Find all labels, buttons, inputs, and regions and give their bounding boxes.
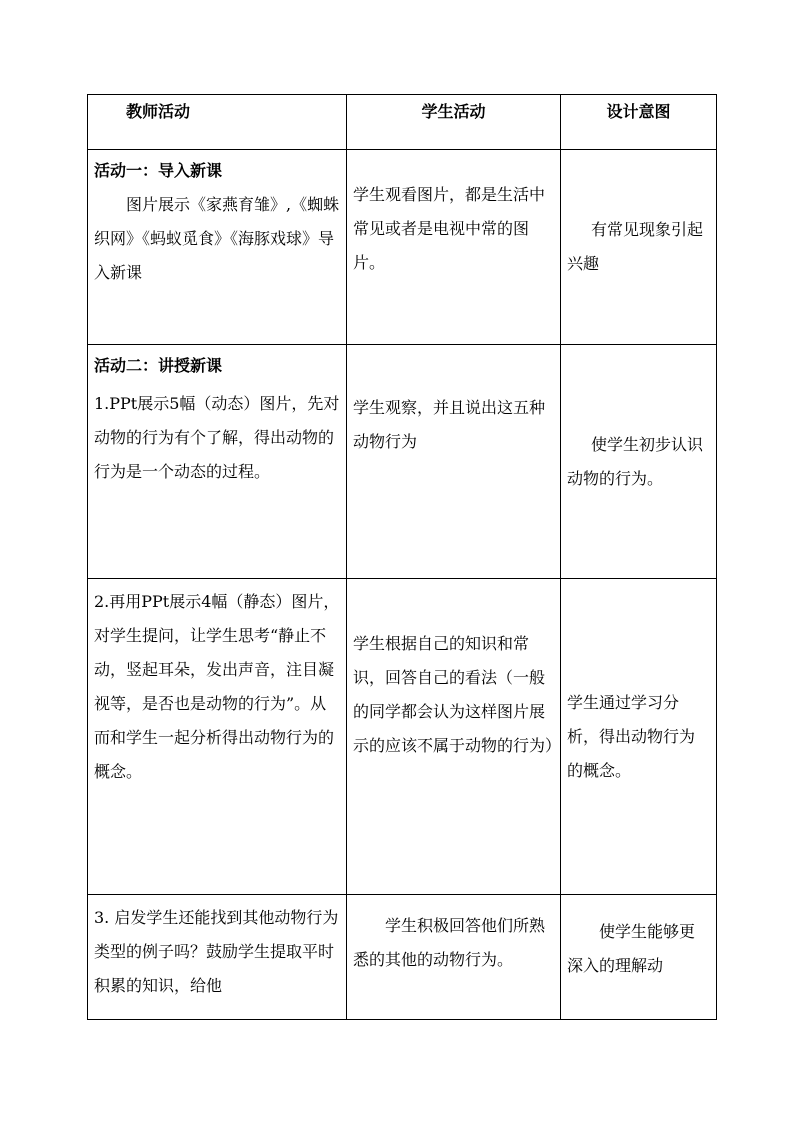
- intent-text: 学生通过学习分析，得出动物行为的概念。: [567, 692, 696, 780]
- teacher-text: 2.再用PPt展示4幅（静态）图片，对学生提问，让学生思考“静止不动，竖起耳朵，发出声音，注目凝视等，是否也是动物的行为”。从而和学生一起分析得出动物行为的概念。: [94, 592, 340, 781]
- table-row: [88, 895, 717, 1020]
- intent-cell: [561, 150, 717, 345]
- intent-cell: [561, 895, 717, 1020]
- table-row: [88, 150, 717, 345]
- activity-heading: 活动一：导入新课: [94, 161, 223, 180]
- lesson-plan-table: [87, 94, 717, 1020]
- student-text: 学生根据自己的知识和常识，回答自己的看法（一般的同学都会认为这样图片展示的应该不属于动物的行为）: [353, 634, 562, 755]
- intent-cell: [561, 579, 717, 895]
- student-text: 学生积极回答他们所熟悉的其他的动物行为。: [353, 916, 546, 969]
- teacher-cell: [88, 150, 347, 345]
- student-text: 学生观看图片，都是生活中常见或者是电视中常的图片。: [353, 185, 546, 272]
- intent-text: 使学生能够更深入的理解动: [567, 922, 696, 975]
- teacher-text: 图片展示《家燕育雏》,《蜘蛛织网》《蚂蚁觅食》《海豚戏球》导入新课: [94, 195, 340, 282]
- teacher-cell: [88, 345, 347, 579]
- activity-heading: 活动二：讲授新课: [94, 356, 223, 375]
- teacher-cell: [88, 579, 347, 895]
- intent-cell: [561, 345, 717, 579]
- table-row: [88, 345, 717, 579]
- header-teacher-activity: 教师活动: [88, 95, 347, 150]
- header-student-activity: 学生活动: [347, 95, 561, 150]
- teacher-cell: [88, 895, 347, 1020]
- student-cell: [347, 345, 561, 579]
- table-row: [88, 579, 717, 895]
- header-design-intent: 设计意图: [561, 95, 717, 150]
- table-header-row: [88, 95, 717, 150]
- intent-text: 使学生初步认识动物的行为。: [567, 434, 704, 488]
- intent-text: 有常见现象引起兴趣: [567, 220, 704, 273]
- teacher-text: 3. 启发学生还能找到其他动物行为类型的例子吗？鼓励学生提取平时积累的知识，给他: [94, 908, 339, 995]
- teacher-text: 1.PPt展示5幅（动态）图片，先对动物的行为有个了解，得出动物的行为是一个动态的过程。: [94, 394, 340, 481]
- student-cell: [347, 579, 561, 895]
- student-cell: [347, 150, 561, 345]
- student-cell: [347, 895, 561, 1020]
- student-text: 学生观察，并且说出这五种动物行为: [353, 398, 546, 451]
